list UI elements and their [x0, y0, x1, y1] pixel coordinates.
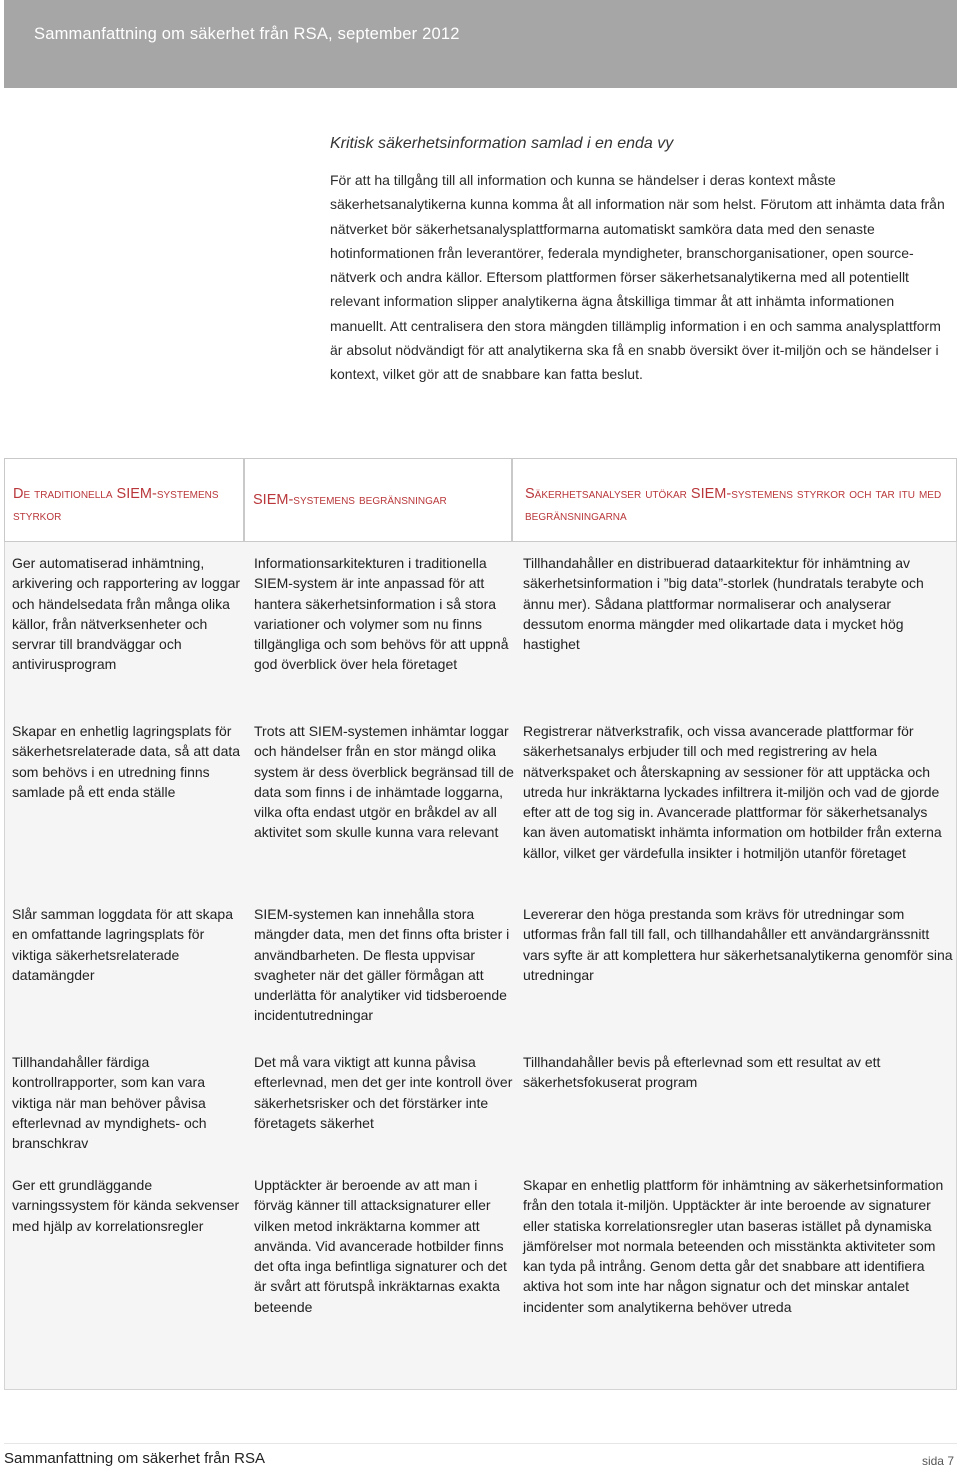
footer-divider — [4, 1443, 957, 1444]
table-cell-r5-c1: Ger ett grundläggande varningssystem för kända sekvenser med hjälp av korrelationsregler — [12, 1177, 240, 1234]
comparison-table — [4, 458, 957, 1315]
table-cell-r5-c2: Upptäckter är beroende av att man i förväg känner till attacksignaturer eller vilken metod inkräktarna kommer att använda. Vid avancerade hotbilder finns det ofta inga befintliga signaturer och det är svårt att förutspå inkräktarnas exakta beteende — [254, 1177, 507, 1315]
table-cell-r2-c1: Skapar en enhetlig lagringsplats för säkerhetsrelaterade data, så att data som behövs i en utredning finns samlade på ett enda ställe — [12, 723, 241, 800]
page-number: sida 7 — [921, 1454, 954, 1468]
column-header-analytics: Säkerhetsanalyser utökar SIEM-systemens styrkor och tar itu med begränsningarna — [512, 458, 957, 542]
table-cell-r1-c2: Informationsarkitekturen i traditionella SIEM-system är inte anpassad för att hantera säkerhetsinformation i så stora variationer och volymer som nu finns tillgängliga och som behövs för att uppnå god överblick över hela företaget — [254, 555, 509, 673]
table-cell-r2-c2: Trots att SIEM-systemen inhämtar loggar och händelser från en stor mängd olika system är dess överblick begränsad till de data som finns i de inhämtade loggarna, vilka ofta endast utgör en bråkdel av all aktivitet som skulle kunna vara relevant — [254, 723, 514, 841]
table-cell-r4-c3: Tillhandahåller bevis på efterlevnad som ett resultat av ett säkerhetsfokuserat program — [523, 1054, 881, 1091]
table-cell-r3-c2: SIEM-systemen kan innehålla stora mängder data, men det finns ofta brister i användbarheten. De flesta uppvisar svagheter när det gäller förmågan att underlätta för analytiker vid tidsberoende incidentutredningar — [254, 906, 510, 1024]
column-header-limitations: SIEM-systemens begränsningar — [244, 458, 512, 542]
header-bar — [4, 0, 957, 88]
footer-title: Sammanfattning om säkerhet från RSA — [4, 1450, 265, 1467]
table-cell-r4-c2: Det må vara viktigt att kunna påvisa efterlevnad, men det ger inte kontroll över säkerhetsrisker och det förstärker inte företagets säkerhet — [254, 1054, 513, 1131]
table-cell-r1-c1: Ger automatiserad inhämtning, arkivering och rapportering av loggar och händelsedata från många olika källor, från nätverksenheter och servrar till brandväggar och antivirusprogram — [12, 555, 241, 673]
table-cell-r3-c3: Levererar den höga prestanda som krävs för utredningar som utformas från fall till fall, och tillhandahåller ett användargränssnitt vars syfte är att komplettera hur säkerhetsanalytikerna genomför sina utredningar — [523, 906, 953, 983]
table-cell-r4-c1: Tillhandahåller färdiga kontrollrapporter, som kan vara viktiga när man behöver påvisa efterlevnad av myndighets- och branschkrav — [12, 1054, 207, 1152]
table-body — [4, 542, 957, 1390]
section-heading: Kritisk säkerhetsinformation samlad i en enda vy — [330, 135, 674, 152]
table-cell-r3-c1: Slår samman loggdata för att skapa en omfattande lagringsplats för viktiga säkerhetsrelaterade datamängder — [12, 906, 234, 983]
intro-paragraph: För att ha tillgång till all information och kunna se händelser i deras kontext måste säkerhetsanalytikerna kunna komma åt all information när som helst. Förutom att inhämta data från nätverket bör säkerhetsanalysplattformarna automatiskt samköra data med den senaste hotinformationen från leverantörer, federala myndigheter, branschorganisationer, open source-nätverk och andra källor. Eftersom plattformen förser säkerhetsanalytikerna med all potentiellt relevant information slipper analytikerna ägna åtskilliga timmar åt att inhämta informationen manuellt. Att centralisera den stora mängden tillämplig information i en och samma analysplattform är absolut nödvändigt för att analytikerna ska få en snabb översikt över it-miljön och se händelser i kontext, vilket gör att de snabbare kan fatta beslut. — [330, 172, 945, 383]
document-title: Sammanfattning om säkerhet från RSA, september 2012 — [34, 25, 460, 43]
table-cell-r2-c3: Registrerar nätverkstrafik, och vissa avancerade plattformar för säkerhetsanalys erbjuder till och med registrering av hela nätverkspaket och återskapning av sessioner för att upptäcka och utreda hur inkräktarna lyckades infiltrera it-miljön och vad de gjorde efter att de tog sig in. Avancerade plattformar för säkerhetsanalys kan även automatiskt inhämta information om hotbilder från externa källor, vilket ger värdefulla insikter i hotmiljön utanför företaget — [523, 723, 942, 861]
table-cell-r1-c3: Tillhandahåller en distribuerad dataarkitektur för inhämtning av säkerhetsinformation i ”big data”-storlek (hundratals terabyte och ännu mer). Sådana plattformar normaliserar och analyserar dessutom enorma mängder med olikartade data i mycket hög hastighet — [523, 555, 924, 653]
column-header-strengths: De traditionella SIEM-systemens styrkor — [4, 458, 244, 542]
table-header — [4, 458, 957, 542]
table-cell-r5-c3: Skapar en enhetlig plattform för inhämtning av säkerhetsinformation från den totala it-miljön. Upptäckter är inte beroende av signaturer eller statiska korrelationsregler utan baseras istället på dynamiska jämförelser mot normala beteenden och misstänkta aktiviteter som kan tyda på intrång. Genom detta går det snabbare att identifiera aktiva hot som inte har någon signatur och det minskar antalet incidenter som analytikerna behöver utreda — [523, 1177, 944, 1315]
